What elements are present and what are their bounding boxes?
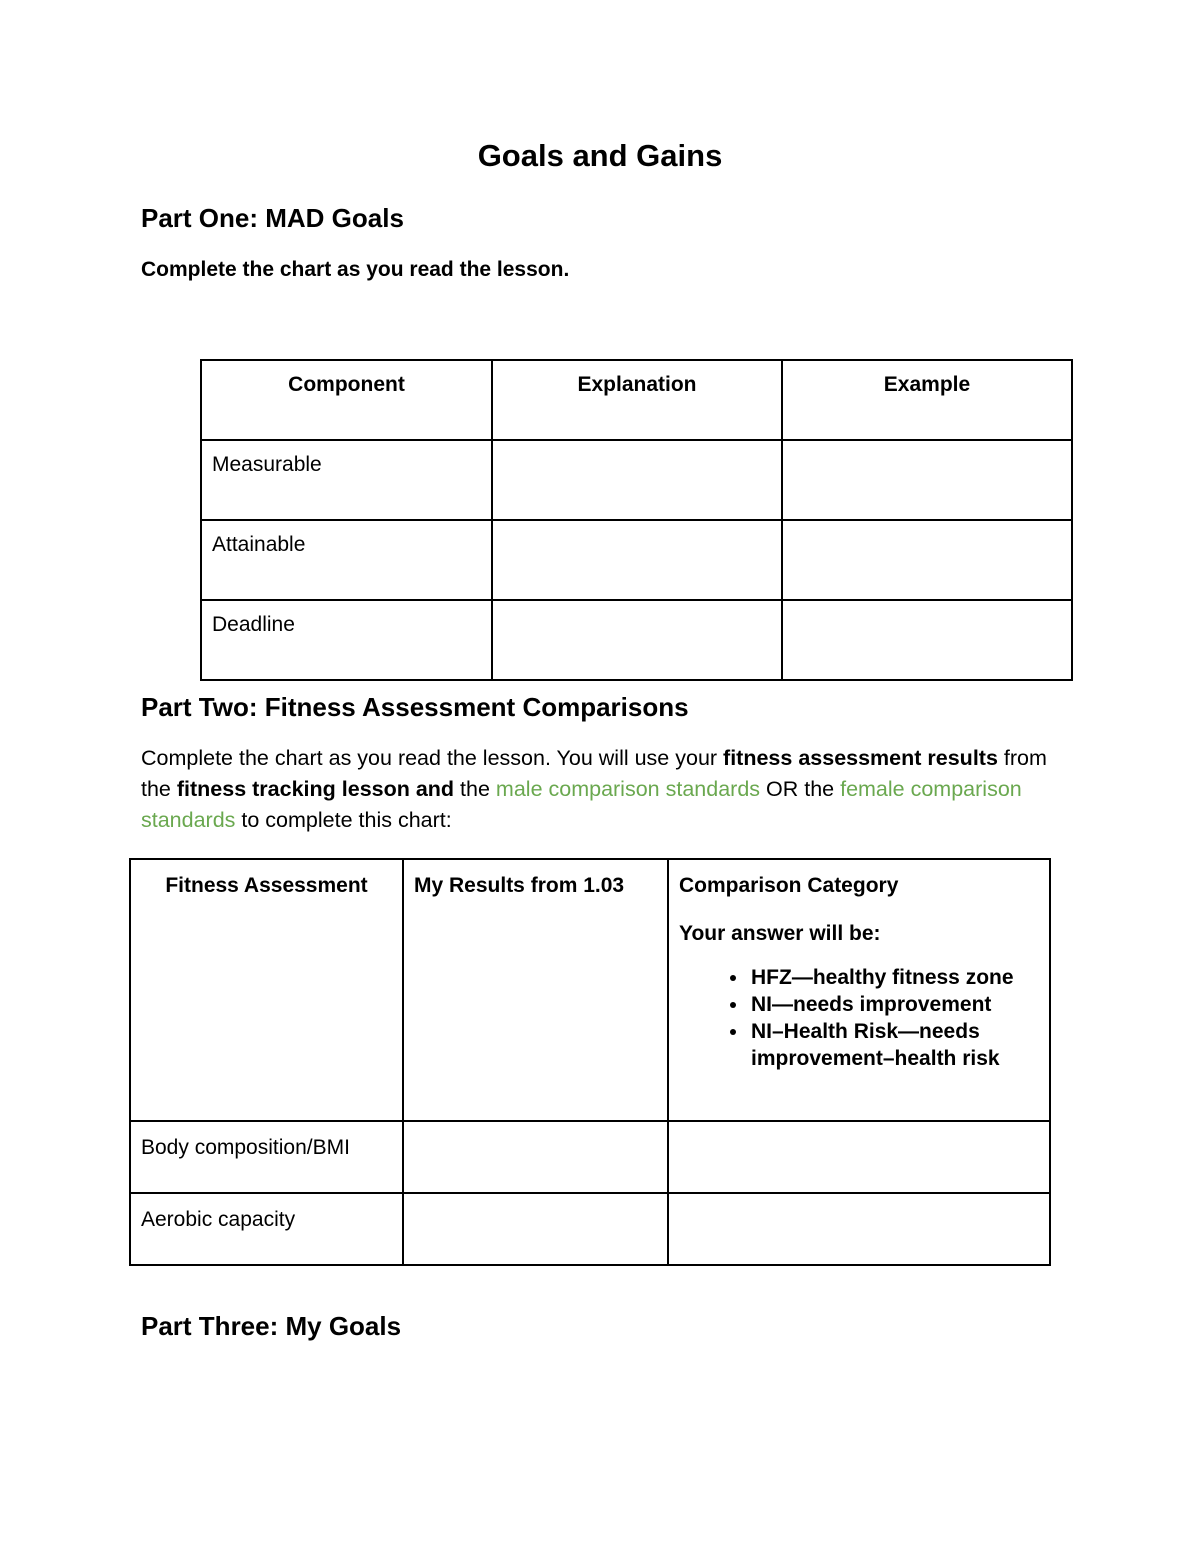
fitness-comparison-table: [129, 858, 1051, 1266]
table-row: [201, 600, 1072, 680]
cell-assessment-aerobic: Aerobic capacity: [130, 1193, 403, 1265]
cell-explanation-input[interactable]: [492, 440, 782, 520]
cell-category-input[interactable]: [668, 1193, 1050, 1265]
part-two-heading: Part Two: Fitness Assessment Comparisons: [141, 692, 689, 722]
cell-component-attainable: Attainable: [201, 520, 492, 600]
header-explanation: Explanation: [492, 360, 782, 440]
instruction-text: OR the: [760, 777, 841, 801]
cell-example-input[interactable]: [782, 520, 1072, 600]
header-comparison-category-cell: [668, 859, 1050, 1121]
cell-explanation-input[interactable]: [492, 600, 782, 680]
part-one-heading: Part One: MAD Goals: [141, 203, 404, 233]
male-standards-link[interactable]: male comparison standards: [495, 777, 761, 801]
list-item: • HFZ—healthy fitness zone: [749, 964, 1039, 991]
table-row: [201, 440, 1072, 520]
cell-results-input[interactable]: [403, 1193, 668, 1265]
table-row: [130, 1193, 1050, 1265]
list-item: • NI–Health Risk—needs improvement–health risk: [749, 1018, 1039, 1072]
cell-explanation-input[interactable]: [492, 520, 782, 600]
instruction-text: to complete this chart:: [235, 808, 452, 832]
table-header-row: [130, 859, 1050, 1121]
cell-example-input[interactable]: [782, 600, 1072, 680]
cell-example-input[interactable]: [782, 440, 1072, 520]
mad-goals-table: [200, 359, 1073, 681]
instruction-text: from the: [141, 746, 1047, 801]
answer-options-list: [679, 964, 1039, 1072]
cell-assessment-bmi: Body composition/BMI: [130, 1121, 403, 1193]
cell-component-measurable: Measurable: [201, 440, 492, 520]
table-row: [130, 1121, 1050, 1193]
instruction-bold-text: fitness tracking lesson and: [176, 777, 455, 801]
header-fitness-assessment: Fitness Assessment: [130, 859, 403, 1121]
header-my-results: My Results from 1.03: [403, 859, 668, 1121]
table-row: [201, 520, 1072, 600]
cell-category-input[interactable]: [668, 1121, 1050, 1193]
header-example: Example: [782, 360, 1072, 440]
cell-results-input[interactable]: [403, 1121, 668, 1193]
cell-component-deadline: Deadline: [201, 600, 492, 680]
table-header-row: [201, 360, 1072, 440]
header-component: Component: [201, 360, 492, 440]
part-three-heading: Part Three: My Goals: [141, 1311, 402, 1341]
instruction-bold-text: fitness assessment results: [723, 746, 998, 770]
part-two-instructions: [141, 743, 1071, 836]
instruction-text: Complete the chart as you read the lesson. You will use your: [141, 746, 724, 770]
list-item: • NI—needs improvement: [749, 991, 1039, 1018]
female-standards-link[interactable]: female comparison standards: [141, 777, 1022, 832]
answer-intro: Your answer will be:: [679, 922, 881, 945]
part-one-instruction: Complete the chart as you read the lesson.: [141, 258, 570, 281]
instruction-text: the: [454, 777, 496, 801]
document-title: Goals and Gains: [477, 138, 723, 173]
header-comparison-category: Comparison Category: [679, 874, 899, 897]
